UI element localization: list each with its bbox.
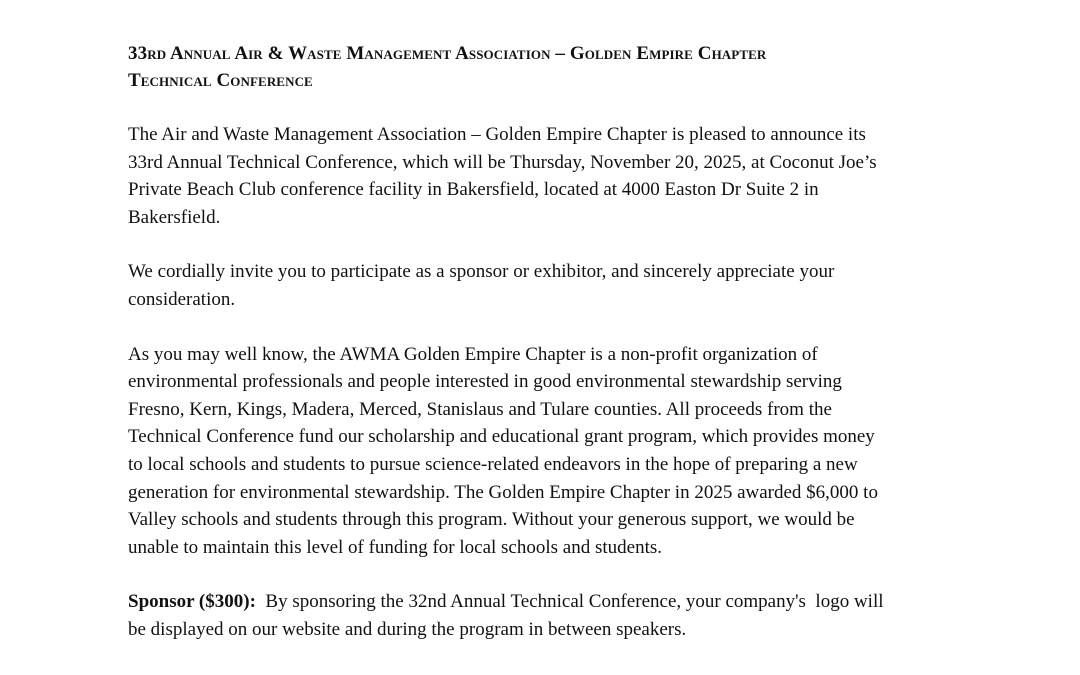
heading-line-2: Technical Conference: [128, 70, 313, 91]
sponsor-line-1: [128, 588, 968, 616]
about-line: Technical Conference fund our scholarship and educational grant program, which provides money: [128, 426, 875, 448]
about-line: unable to maintain this level of funding for local schools and students.: [128, 536, 663, 558]
about-line: to local schools and students to pursue science-related endeavors in the hope of preparing a new: [128, 453, 858, 475]
document-page: [128, 40, 968, 644]
about-paragraph: [128, 341, 968, 562]
sponsor-line-2: be displayed on our website and during the program in between speakers.: [128, 618, 687, 640]
sponsor-text: By sponsoring the 32nd Annual Technical Conference, your company's logo will: [255, 591, 884, 613]
invite-line: We cordially invite you to participate as a sponsor or exhibitor, and sincerely appreciate your: [128, 261, 835, 283]
about-line: Fresno, Kern, Kings, Madera, Merced, Stanislaus and Tulare counties. All proceeds from the: [128, 398, 832, 420]
about-line: Valley schools and students through this program. Without your generous support, we would be: [128, 509, 855, 531]
heading-line-1: 33rd Annual Air & Waste Management Association – Golden Empire Chapter: [128, 43, 767, 64]
about-line: generation for environmental stewardship. The Golden Empire Chapter in 2025 awarded $6,000 to: [128, 481, 878, 503]
intro-paragraph: [128, 121, 968, 231]
intro-line: The Air and Waste Management Association – Golden Empire Chapter is pleased to announce its: [128, 124, 866, 145]
sponsor-paragraph: [128, 588, 968, 643]
intro-line: 33rd Annual Technical Conference, which will be Thursday, November 20, 2025, at Coconut Joe’s: [128, 151, 877, 173]
sponsor-label: Sponsor ($300):: [128, 591, 256, 613]
about-line: environmental professionals and people interested in good environmental stewardship serving: [128, 371, 842, 393]
invite-line: consideration.: [128, 288, 236, 310]
invite-paragraph: [128, 258, 968, 313]
intro-line: Private Beach Club conference facility in Bakersfield, located at 4000 Easton Dr Suite 2 in: [128, 179, 819, 201]
intro-line: Bakersfield.: [128, 206, 221, 228]
document-heading: [128, 40, 968, 94]
about-line: As you may well know, the AWMA Golden Empire Chapter is a non-profit organization of: [128, 343, 818, 365]
